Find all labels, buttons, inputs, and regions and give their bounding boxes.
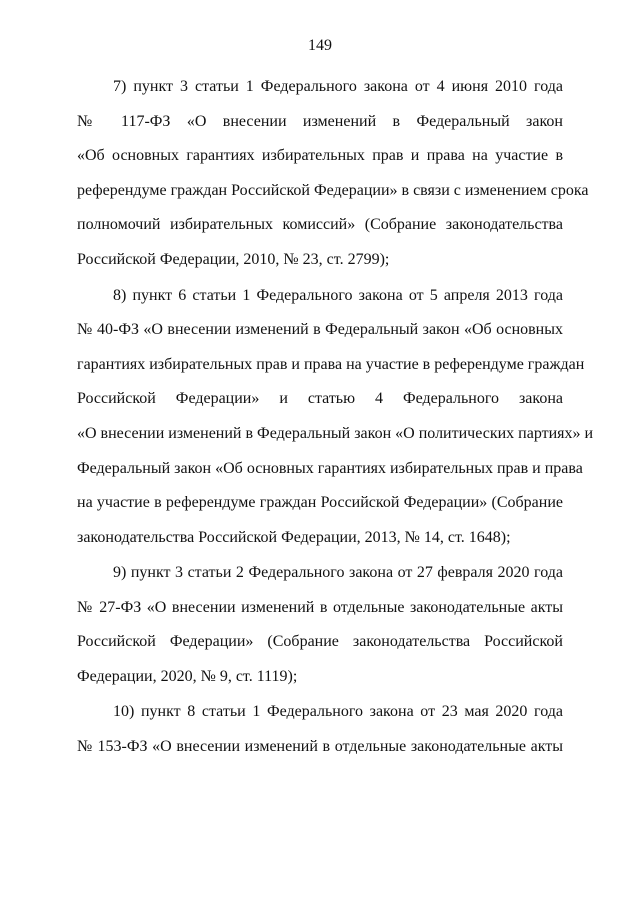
text-line: гарантиях избирательных прав и права на участие в референдуме граждан	[77, 356, 585, 373]
text-line: законодательства Российской Федерации, 2013, № 14, ст. 1648);	[77, 529, 511, 546]
text-line: на участие в референдуме граждан Российской Федерации» (Собрание	[77, 494, 563, 511]
text-line: № 153-ФЗ «О внесении изменений в отдельные законодательные акты	[77, 738, 563, 755]
text-line: «О внесении изменений в Федеральный закон «О политических партиях» и	[77, 425, 594, 442]
text-line: Российской Федерации» и статью 4 Федерального закона	[77, 390, 563, 407]
text-line: Федерации, 2020, № 9, ст. 1119);	[77, 668, 298, 685]
text-line: № 27-ФЗ «О внесении изменений в отдельные законодательные акты	[77, 599, 563, 616]
text-line: «Об основных гарантиях избирательных прав и права на участие в	[77, 147, 563, 164]
text-line: 8) пункт 6 статьи 1 Федерального закона от 5 апреля 2013 года	[113, 287, 563, 304]
text-line: Российской Федерации, 2010, № 23, ст. 2799);	[77, 251, 390, 268]
text-line: Российской Федерации» (Собрание законодательства Российской	[77, 633, 563, 650]
page-number: 149	[308, 37, 332, 54]
text-line: № 117-ФЗ «О внесении изменений в Федеральный закон	[77, 113, 563, 130]
text-line: 10) пункт 8 статьи 1 Федерального закона от 23 мая 2020 года	[113, 703, 563, 720]
text-line: № 40-ФЗ «О внесении изменений в Федеральный закон «Об основных	[77, 321, 563, 338]
text-line: 7) пункт 3 статьи 1 Федерального закона от 4 июня 2010 года	[113, 78, 563, 95]
text-line: 9) пункт 3 статьи 2 Федерального закона от 27 февраля 2020 года	[113, 564, 563, 581]
text-line: референдуме граждан Российской Федерации» в связи с изменением срока	[77, 182, 589, 199]
text-line: полномочий избирательных комиссий» (Собрание законодательства	[77, 216, 563, 233]
text-line: Федеральный закон «Об основных гарантиях избирательных прав и права	[77, 460, 583, 477]
